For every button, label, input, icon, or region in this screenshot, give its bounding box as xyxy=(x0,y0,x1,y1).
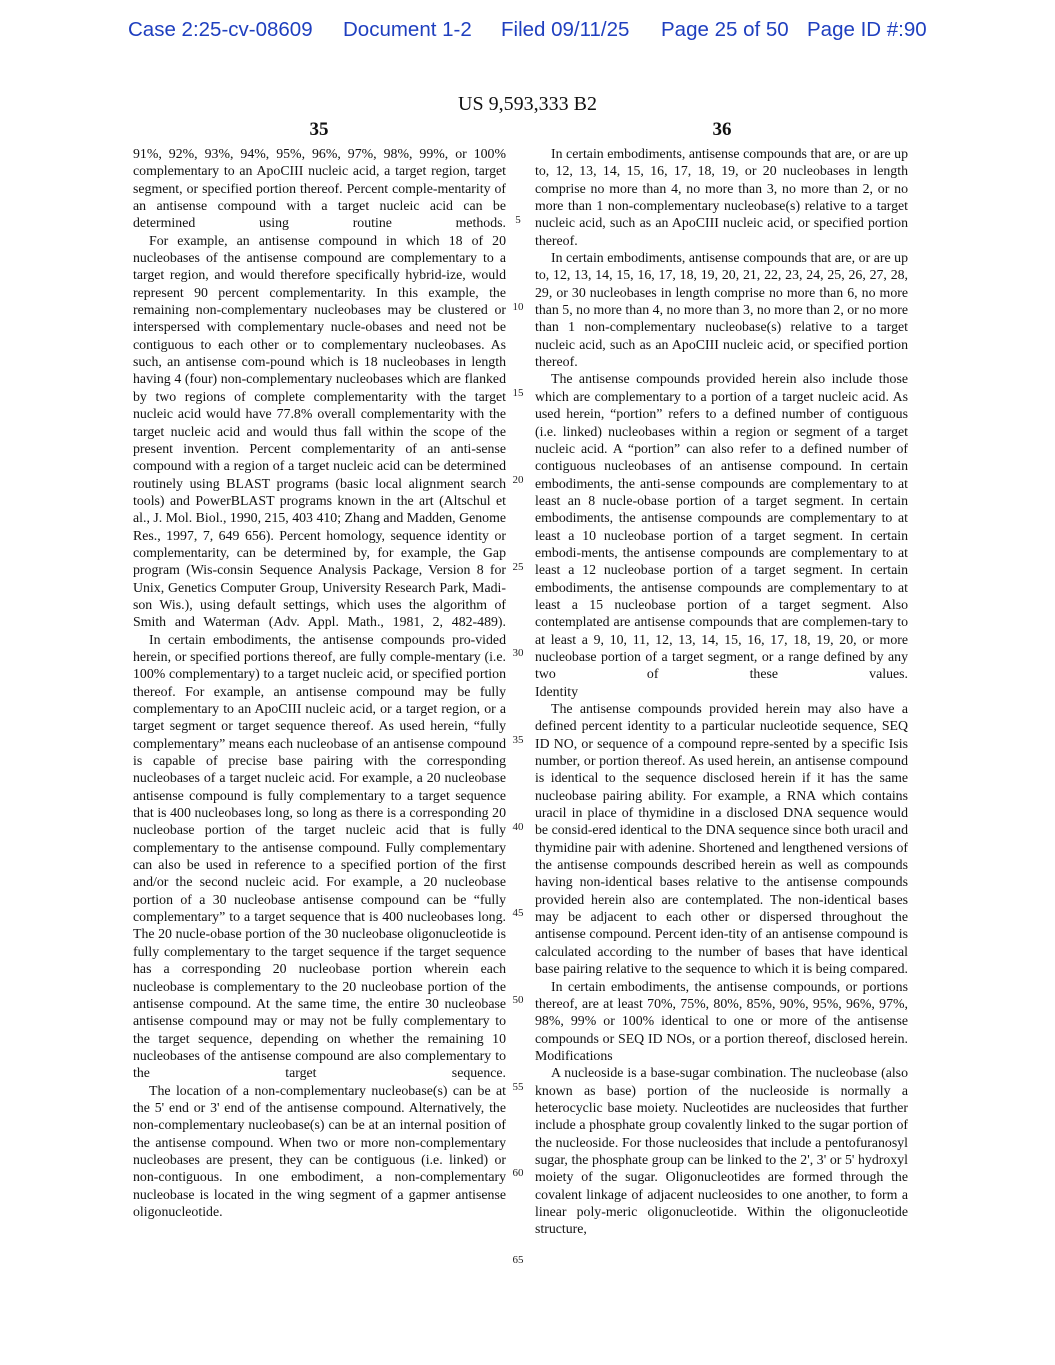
line-number: 65 xyxy=(512,1254,524,1266)
column-number-left: 35 xyxy=(309,119,329,140)
document-number: Document 1-2 xyxy=(343,18,472,41)
paragraph: The antisense compounds provided herein also include those which are complementary to a portion of a target nucleic acid. As used herein, “portion” refers to a defined number of contiguous (i.e. linked) nucleobases within a region or segment of a target nucleic acid. A “portion” can also refer to a defined number of contiguous nucleobases of an antisense compound. In certain embodiments, the anti-sense compounds are complementary to at least an 8 nucle-obase portion of a target segment. In certain embodiments, the antisense compounds are complementary to at least a 10 nucleobase portion of a target segment. In certain embodi-ments, the antisense compounds are complementary to at least a 12 nucleobase portion of a target segment. In certain embodiments, the antisense compounds are complementary to at least a 15 nucleobase portion of a target segment. Also contemplated are antisense compounds that are complemen-tary to at least a 9, 10, 11, 12, 13, 14, 15, 16, 17, 18, 19, 20, or more nucleobase portion of a target segment, or a range defined by any two of these values. xyxy=(535,371,908,682)
paragraph: In certain embodiments, the antisense compounds pro-vided herein, or specified portions thereof, are fully comple-mentary (i.e. 100% complementary) to a target nucleic acid, or specified portion thereof. For example, an antisense compound may be fully complementary to an ApoCIII nucleic acid, or a target region, or a target segment or target sequence thereof. As used herein, “fully complementary” means each nucleobase of an antisense compound is capable of precise base pairing with the corresponding nucleobases of a target nucleic acid. For example, a 20 nucleobase antisense compound is fully complementary to a target sequence that is 400 nucleobases long, so long as there is a corresponding 20 nucleobase portion of the target nucleic acid that is fully complementary to the antisense compound. Fully complementary can also be used in reference to a specified portion of the first and/or the second nucleic acid. For example, a 20 nucleobase portion of a 30 nucleobase antisense compound can be “fully complementary” to a target sequence that is 400 nucleobases long. The 20 nucle-obase portion of the 30 nucleobase oligonucleotide is fully complementary to the target sequence if the target sequence has a corresponding 20 nucleobase portion wherein each nucleobase is complementary to the 20 nucleobase portion of the antisense compound. At the same time, the entire 30 nucleobase antisense compound may or may not be fully complementary to the target sequence, depending on whether the remaining 10 nucleobases of the antisense compound are also complementary to the target sequence. xyxy=(133,631,506,1081)
filed-date: Filed 09/11/25 xyxy=(501,18,630,41)
section-heading-identity: Identity xyxy=(535,683,579,699)
line-number: 25 xyxy=(512,561,524,573)
paragraph: The location of a non-complementary nucleobase(s) can be at the 5' end or 3' end of the antisense compound. Alternatively, the non-complementary nucleobase(s) can be at an internal position of the antisense compound. When two or more non-complementary nucleobases are present, they can be contiguous (i.e. linked) or non-contiguous. In one embodiment, a non-complementary nucleobase is located in the wing segment of a gapmer antisense oligonucleotide. xyxy=(133,1082,506,1219)
paragraph: In certain embodiments, the antisense compounds, or portions thereof, are at least 70%, 75%, 80%, 85%, 90%, 95%, 96%, 97%, 98%, 99% or 100% identical to one or more of the antisense compounds or SEQ ID NOs, or a portion thereof, disclosed herein. xyxy=(535,978,908,1046)
paragraph: The antisense compounds provided herein may also have a defined percent identity to a particular nucleotide sequence, SEQ ID NO, or sequence of a compound repre-sented by a specific Isis number, or portion thereof. As used herein, an antisense compound is identical to the sequence disclosed herein if it has the same nucleobase pairing ability. For example, a RNA which contains uracil in place of thymidine in a disclosed DNA sequence would be consid-ered identical to the DNA sequence since both uracil and thymidine pair with adenine. Shortened and lengthened versions of the antisense compounds described herein as well as compounds having non-identical bases relative to the antisense compounds provided herein also are contemplated. The non-identical bases may be adjacent to each other or dispersed throughout the antisense compound. Percent iden-tity of an antisense compound is calculated according to the number of bases that have identical base pairing relative to the sequence to which it is being compared. xyxy=(535,701,908,977)
court-filing-header xyxy=(0,18,1055,48)
line-number: 5 xyxy=(515,214,521,226)
paragraph: 91%, 92%, 93%, 94%, 95%, 96%, 97%, 98%, 99%, or 100% complementary to an ApoCIII nucleic acid, a target region, target segment, or specified portion thereof. Percent comple-mentarity of an antisense compound with a target nucleic acid can be determined using routine methods. xyxy=(133,146,506,231)
line-number: 50 xyxy=(512,994,524,1006)
line-number: 40 xyxy=(512,821,524,833)
paragraph: For example, an antisense compound in which 18 of 20 nucleobases of the antisense compound are complementary to a target region, and would therefore specifically hybrid-ize, would represent 90 percent complementarity. In this example, the remaining non-complementary nucleobases may be clustered or interspersed with complementary nucle-obases and need not be contiguous to each other or to complementary nucleobases. As such, an antisense com-pound which is 18 nucleobases in length having 4 (four) non-complementary nucleobases which are flanked by two regions of complete complementarity with the target nucleic acid would have 77.8% overall complementarity with the target nucleic acid and would thus fall within the scope of the present invention. Percent complementarity of an anti-sense compound with a region of a target nucleic acid can be determined routinely using BLAST programs (basic local alignment search tools) and PowerBLAST programs known in the art (Altschul et al., J. Mol. Biol., 1990, 215, 403 410; Zhang and Madden, Genome Res., 1997, 7, 649 656). Percent homology, sequence identity or complementarity, can be determined by, for example, the Gap program (Wis-consin Sequence Analysis Package, Version 8 for Unix, Genetics Computer Group, University Research Park, Madi-son Wis.), using default settings, which uses the algorithm of Smith and Waterman (Adv. Appl. Math., 1981, 2, 482-489). xyxy=(133,232,506,630)
paragraph: In certain embodiments, antisense compounds that are, or are up to, 12, 13, 14, 15, 16, 17, 18, 19, or 20 nucleobases in length comprise no more than 4, no more than 3, no more than 2, or no more than 1 non-complementary nucleobase(s) relative to a target nucleic acid, such as an ApoCIII nucleic acid, or specified portion thereof. xyxy=(535,146,908,248)
patent-number: US 9,593,333 B2 xyxy=(458,93,597,115)
page-count: Page 25 of 50 xyxy=(661,18,789,41)
line-number: 20 xyxy=(512,474,524,486)
line-number: 45 xyxy=(512,907,524,919)
line-number: 10 xyxy=(512,301,524,313)
page-id: Page ID #:90 xyxy=(807,18,927,41)
line-number: 15 xyxy=(512,387,524,399)
case-number: Case 2:25-cv-08609 xyxy=(128,18,313,41)
line-number: 35 xyxy=(512,734,524,746)
line-number: 30 xyxy=(512,647,524,659)
left-text-column xyxy=(133,145,506,1220)
line-number: 55 xyxy=(512,1081,524,1093)
column-number-right: 36 xyxy=(712,119,732,140)
right-text-column xyxy=(535,145,908,1238)
paragraph: A nucleoside is a base-sugar combination. The nucleobase (also known as base) portion of the nucleoside is normally a heterocyclic base moiety. Nucleotides are nucleosides that further include a phosphate group covalently linked to the sugar portion of the nucleoside. For those nucleosides that include a pentofuranosyl sugar, the phosphate group can be linked to the 2', 3' or 5' hydroxyl moiety of the sugar. Oligonucleotides are formed through the covalent linkage of adjacent nucleosides to one another, to form a linear poly-meric oligonucleotide. Within the oligonucleotide structure, xyxy=(535,1065,908,1237)
paragraph: In certain embodiments, antisense compounds that are, or are up to, 12, 13, 14, 15, 16, 17, 18, 19, 20, 21, 22, 23, 24, 25, 26, 27, 28, 29, or 30 nucleobases in length comprise no more than 6, no more than 5, no more than 4, no more than 3, no more than 2, or no more than 1 non-complementary nucleobase(s) relative to a target nucleic acid, such as an ApoCIII nucleic acid, or specified portion thereof. xyxy=(535,250,908,370)
line-number: 60 xyxy=(512,1167,524,1179)
section-heading-modifications: Modifications xyxy=(535,1047,613,1063)
